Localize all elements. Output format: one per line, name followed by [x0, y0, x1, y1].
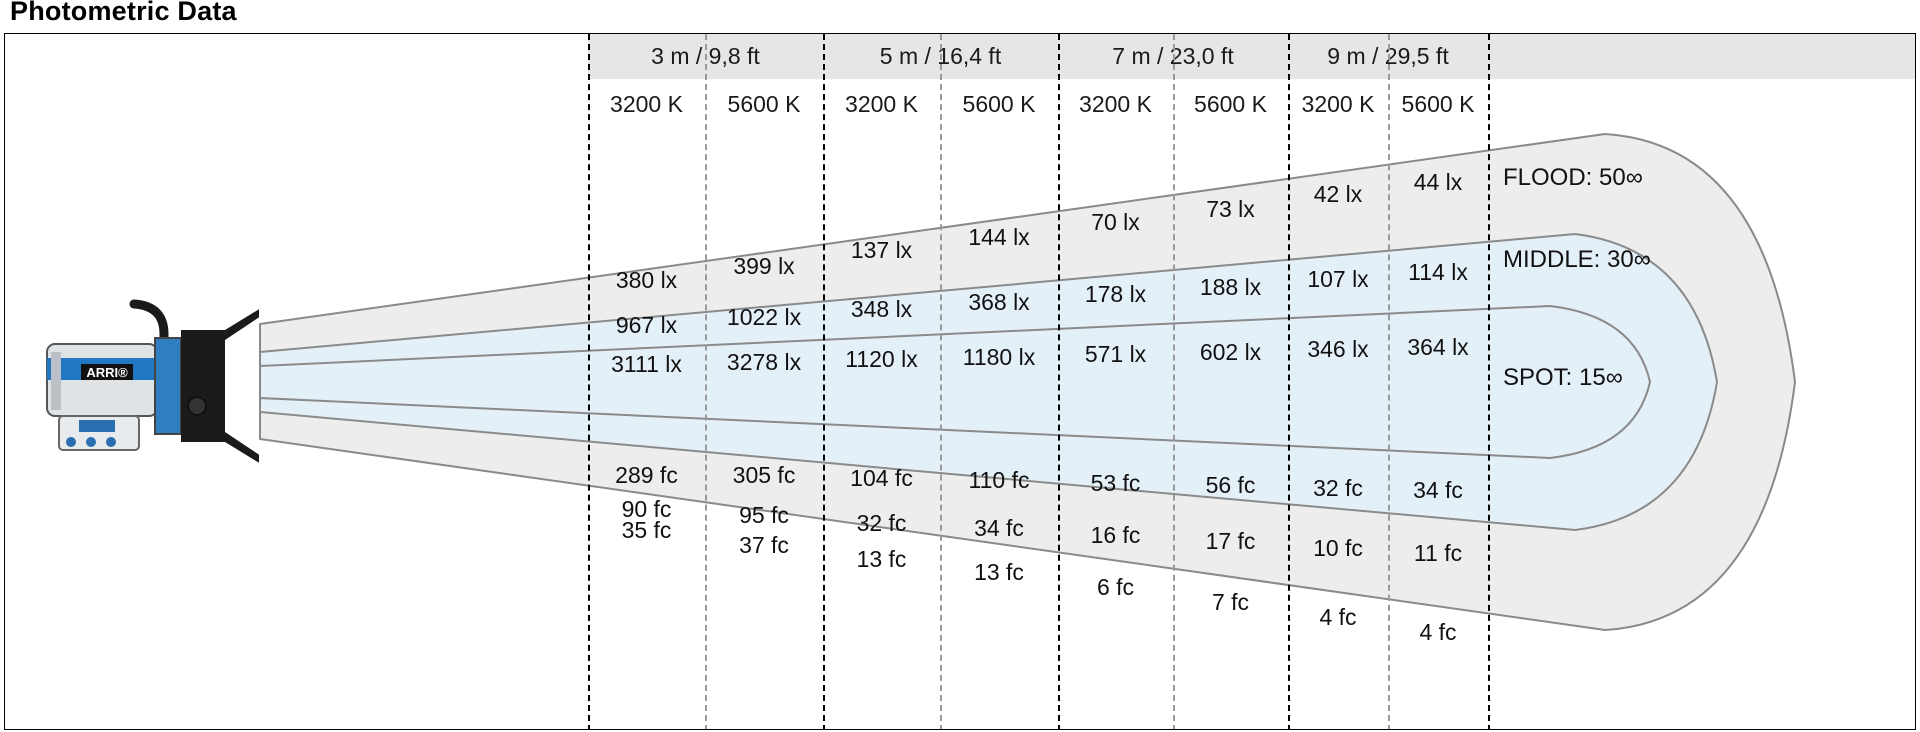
fixture-illustration — [29, 296, 259, 476]
fc-middle-7m-3200: 16 fc — [1090, 522, 1141, 548]
cct-header-7: 5600 K — [1401, 91, 1475, 117]
fc-middle-3m-5600: 95 fc — [739, 502, 789, 528]
page-title: Photometric Data — [10, 0, 237, 26]
fc-flood-3m-5600: 37 fc — [739, 532, 789, 558]
display — [79, 420, 115, 432]
fc-flood-9m-3200: 4 fc — [1319, 604, 1357, 630]
lux-spot-5m-5600: 1180 lx — [962, 344, 1036, 370]
fc-flood-9m-5600: 4 fc — [1419, 619, 1457, 645]
lux-middle-9m-3200: 107 lx — [1307, 266, 1369, 292]
fc-middle-3m-3200: 90 fc — [621, 496, 672, 522]
fc-spot-9m-3200: 32 fc — [1313, 475, 1363, 501]
fc-middle-9m-5600: 11 fc — [1413, 540, 1463, 566]
fixture-vent — [51, 352, 61, 410]
lux-spot-7m-3200: 571 lx — [1084, 341, 1147, 367]
gridline-7m — [1058, 34, 1060, 730]
spot-beam-label: SPOT: 15∞ — [1503, 364, 1623, 391]
fc-flood-3m-3200: 35 fc — [621, 517, 672, 543]
gridline-5m — [823, 34, 825, 730]
lux-spot-7m-5600: 602 lx — [1199, 339, 1262, 365]
fc-spot-7m-3200: 53 fc — [1090, 470, 1141, 496]
middle-beam-label: MIDDLE: 30∞ — [1503, 246, 1651, 273]
knob-1 — [66, 437, 76, 447]
lux-flood-5m-5600: 144 lx — [968, 224, 1030, 250]
lux-flood-9m-5600: 44 lx — [1413, 169, 1463, 195]
barndoor-body — [181, 330, 225, 442]
beam-diagram — [5, 34, 1916, 730]
fc-spot-5m-3200: 104 fc — [850, 465, 913, 491]
fc-spot-3m-5600: 305 fc — [732, 462, 796, 488]
fc-middle-5m-3200: 32 fc — [856, 510, 907, 536]
cct-header-1: 5600 K — [727, 91, 801, 117]
lux-spot-9m-3200: 346 lx — [1307, 336, 1369, 362]
cct-header-3: 5600 K — [962, 91, 1036, 117]
lux-middle-7m-5600: 188 lx — [1199, 274, 1262, 300]
lux-middle-3m-5600: 1022 lx — [726, 304, 802, 330]
fc-spot-7m-5600: 56 fc — [1205, 472, 1256, 498]
distance-header-0: 3 m / 9,8 ft — [651, 43, 760, 69]
lux-flood-3m-5600: 399 lx — [733, 253, 795, 279]
fc-middle-5m-5600: 34 fc — [974, 515, 1024, 541]
knob-3 — [106, 437, 116, 447]
fc-spot-9m-5600: 34 fc — [1413, 477, 1463, 503]
flood-beam-label: FLOOD: 50∞ — [1503, 164, 1643, 191]
cct-header-5: 5600 K — [1194, 91, 1267, 117]
lens-barrel — [155, 338, 181, 434]
cct-header-0: 3200 K — [610, 91, 683, 117]
lux-flood-5m-3200: 137 lx — [850, 237, 913, 263]
cct-header-6: 3200 K — [1301, 91, 1375, 117]
knob-2 — [86, 437, 96, 447]
lux-spot-9m-5600: 364 lx — [1407, 334, 1469, 360]
lux-middle-5m-5600: 368 lx — [968, 289, 1030, 315]
fc-flood-5m-5600: 13 fc — [974, 559, 1024, 585]
lux-spot-3m-5600: 3278 lx — [726, 349, 802, 375]
distance-header-3: 9 m / 29,5 ft — [1327, 43, 1449, 69]
lux-middle-5m-3200: 348 lx — [850, 296, 913, 322]
distance-header-1: 5 m / 16,4 ft — [879, 43, 1002, 69]
barndoor-top — [225, 308, 259, 340]
brand-label: ARRI® — [86, 365, 128, 380]
focus-knob — [188, 397, 206, 415]
lux-flood-9m-3200: 42 lx — [1313, 181, 1363, 207]
lux-flood-7m-3200: 70 lx — [1091, 209, 1140, 235]
fc-middle-7m-5600: 17 fc — [1205, 528, 1256, 554]
fc-flood-5m-3200: 13 fc — [856, 546, 907, 572]
diagram-frame — [4, 33, 1916, 730]
lux-spot-5m-3200: 1120 lx — [845, 346, 918, 372]
fc-flood-7m-3200: 6 fc — [1096, 574, 1135, 600]
gridline-3m — [588, 34, 590, 730]
lux-flood-7m-5600: 73 lx — [1206, 196, 1255, 222]
lux-spot-3m-3200: 3111 lx — [611, 351, 682, 377]
gridline-3m-minor — [705, 34, 707, 730]
lux-middle-7m-3200: 178 lx — [1084, 281, 1147, 307]
barndoor-bottom — [225, 432, 259, 464]
lux-flood-3m-3200: 380 lx — [615, 267, 678, 293]
fc-spot-5m-5600: 110 fc — [968, 467, 1030, 493]
cct-header-2: 3200 K — [845, 91, 918, 117]
lux-middle-3m-3200: 967 lx — [615, 312, 678, 338]
cct-header-4: 3200 K — [1079, 91, 1152, 117]
fc-middle-9m-3200: 10 fc — [1313, 535, 1363, 561]
gridline-5m-minor — [940, 34, 942, 730]
fc-spot-3m-3200: 289 fc — [615, 462, 678, 488]
gridline-end — [1488, 34, 1490, 730]
distance-header-2: 7 m / 23,0 ft — [1112, 43, 1234, 69]
gridline-7m-minor — [1173, 34, 1175, 730]
fc-flood-7m-5600: 7 fc — [1211, 589, 1250, 615]
lux-middle-9m-5600: 114 lx — [1408, 259, 1468, 285]
